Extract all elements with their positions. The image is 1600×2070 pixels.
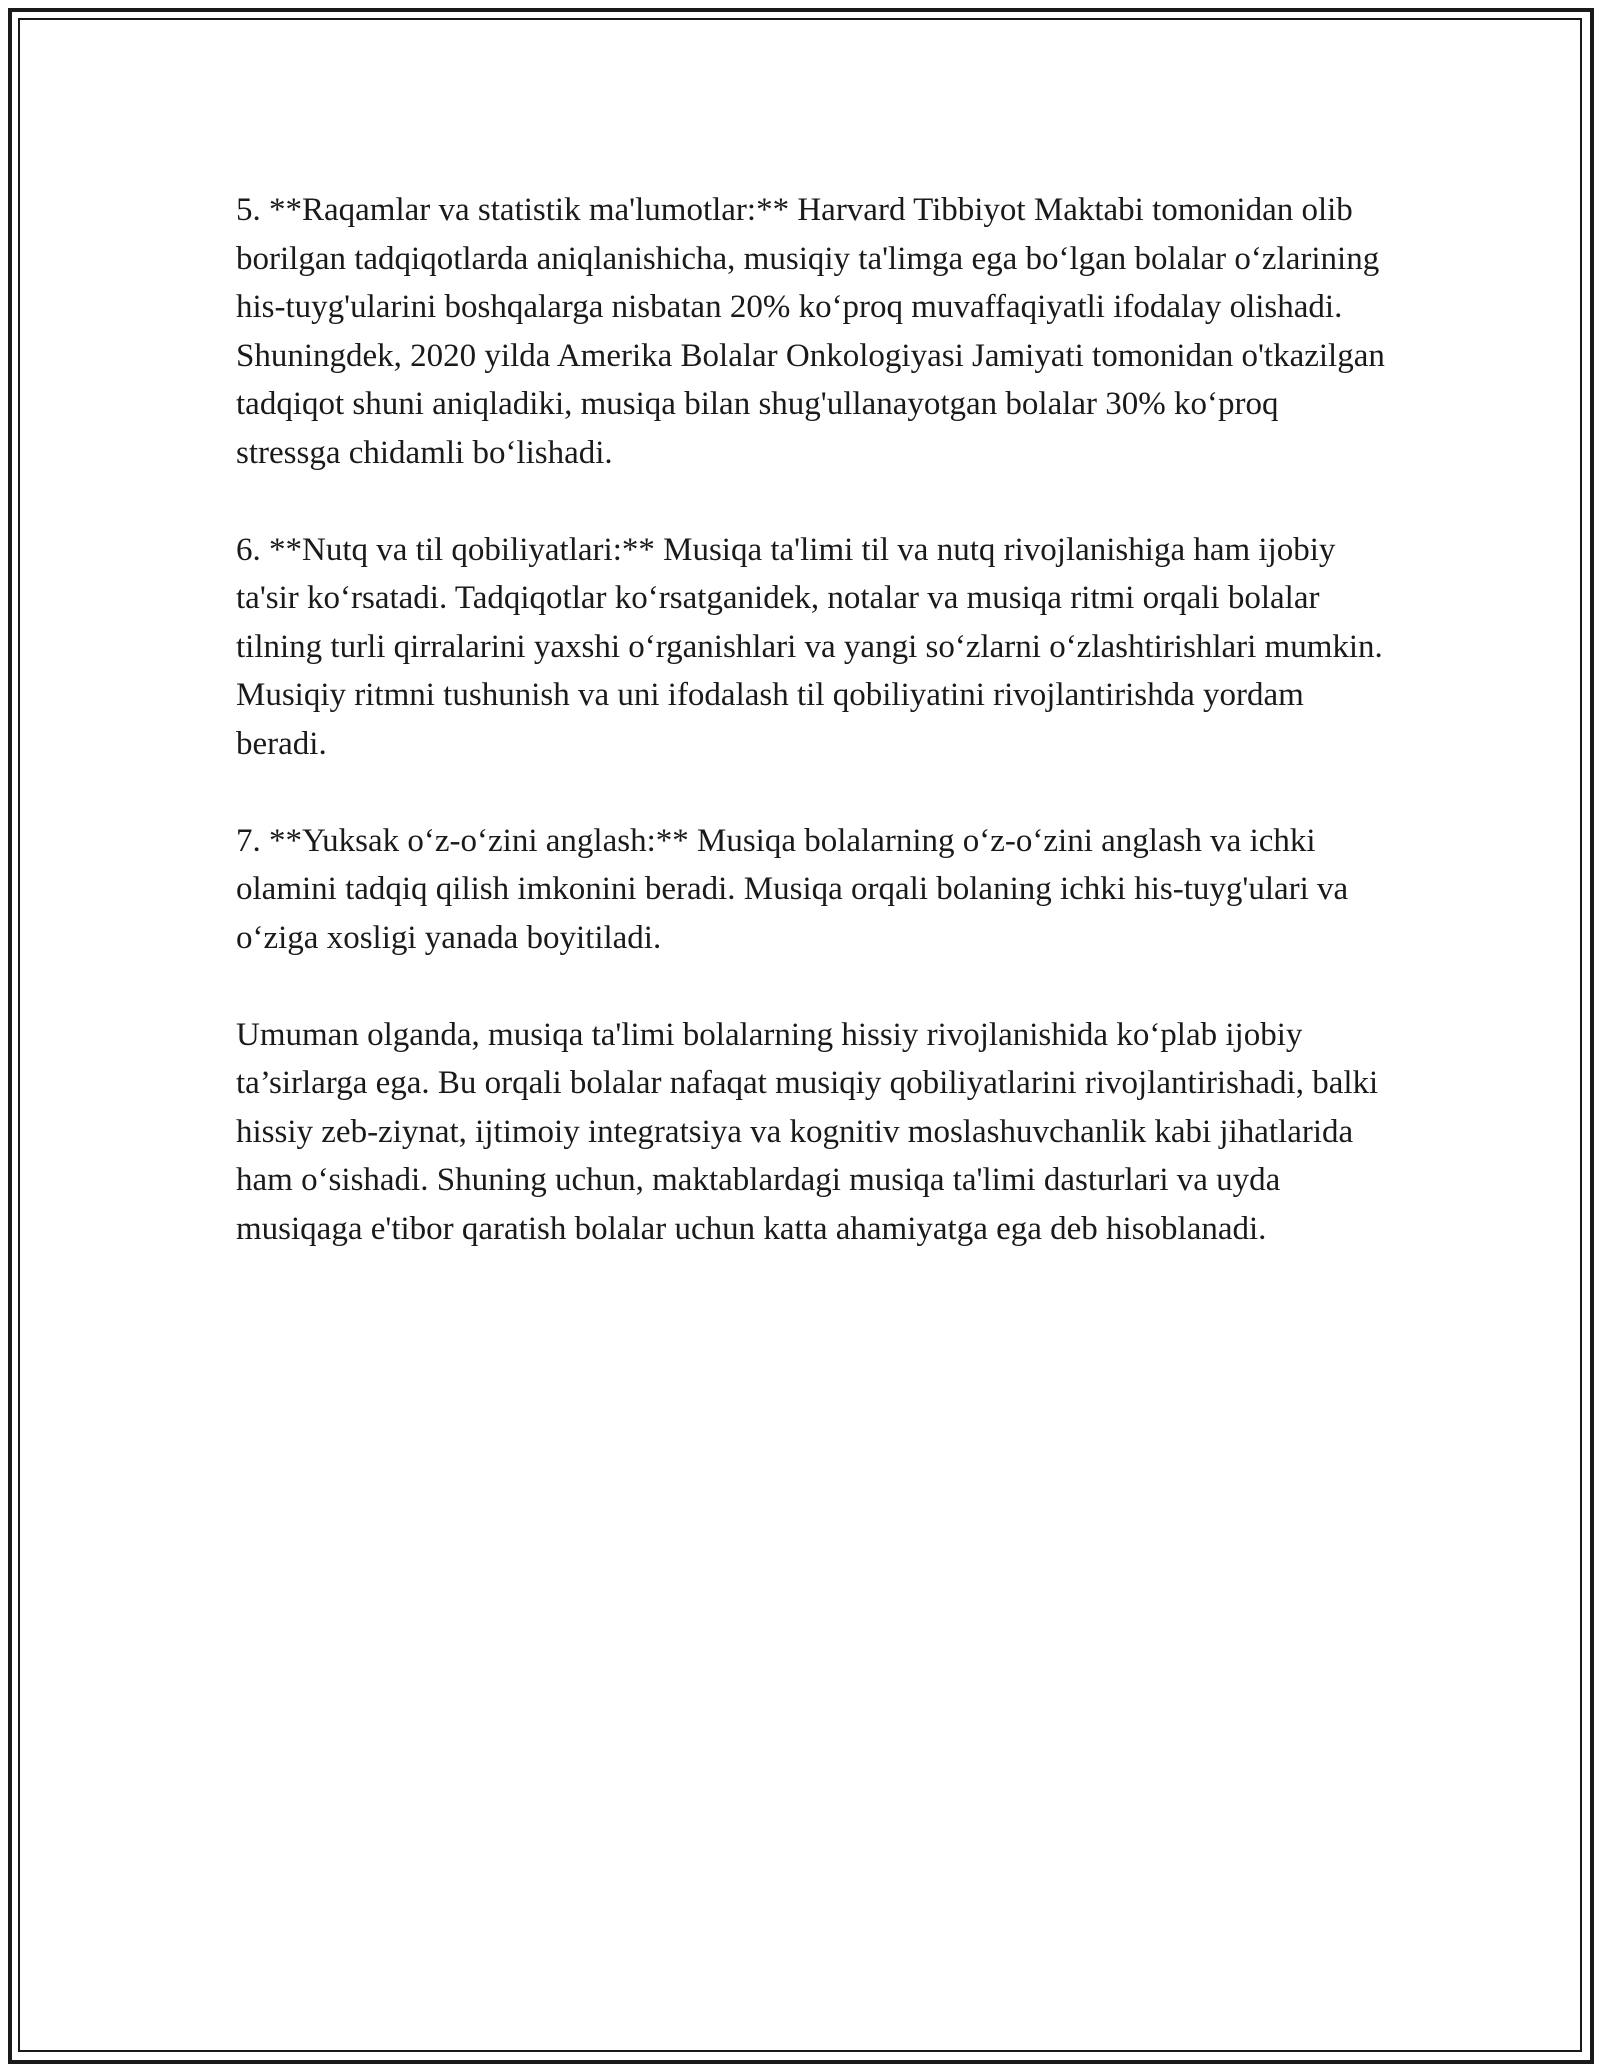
paragraph-speech-language: 6. **Nutq va til qobiliyatlari:** Musiqa ta'limi til va nutq rivojlanishiga ham ijobiy ta'sir ko‘rsatadi. Tadqiqotlar ko‘rsatganidek, notalar va musiqa ritmi orqali bolalar tilning turli qirralarini yaxshi o‘rganishlari va yangi so‘zlarni o‘zlashtirishlari mumkin. Musiqiy ritmni tushunish va uni ifodalash til qobiliyatini rivojlantirishda yordam beradi. bbox=[236, 531, 1383, 762]
paragraph-conclusion: Umuman olganda, musiqa ta'limi bolalarning hissiy rivojlanishida ko‘plab ijobiy ta’sirlarga ega. Bu orqali bolalar nafaqat musiqiy qobiliyatlarini rivojlantirishadi, balki hissiy zeb-ziynat, ijtimoiy integratsiya va kognitiv moslashuvchanlik kabi jihatlarida ham o‘sishadi. Shuning uchun, maktablardagi musiqa ta'limi dasturlari va uyda musiqaga e'tibor qaratish bolalar uchun katta ahamiyatga ega deb hisoblanadi. bbox=[236, 1016, 1379, 1247]
document-body bbox=[236, 186, 1386, 1302]
paragraph-statistics: 5. **Raqamlar va statistik ma'lumotlar:** Harvard Tibbiyot Maktabi tomonidan olib borilgan tadqiqotlarda aniqlanishicha, musiqiy ta'limga ega bo‘lgan bolalar o‘zlarining his-tuyg'ularini boshqalarga nisbatan 20% ko‘proq muvaffaqiyatli ifodalay olishadi. Shuningdek, 2020 yilda Amerika Bolalar Onkologiyasi Jamiyati tomonidan o'tkazilgan tadqiqot shuni aniqladiki, musiqa bilan shug'ullanayotgan bolalar 30% ko‘proq stressga chidamli bo‘lishadi. bbox=[236, 192, 1385, 471]
paragraph-self-awareness: 7. **Yuksak o‘z-o‘zini anglash:** Musiqa bolalarning o‘z-o‘zini anglash va ichki olamini tadqiq qilish imkonini beradi. Musiqa orqali bolaning ichki his-tuyg'ulari va o‘ziga xosligi yanada boyitiladi. bbox=[236, 822, 1349, 956]
